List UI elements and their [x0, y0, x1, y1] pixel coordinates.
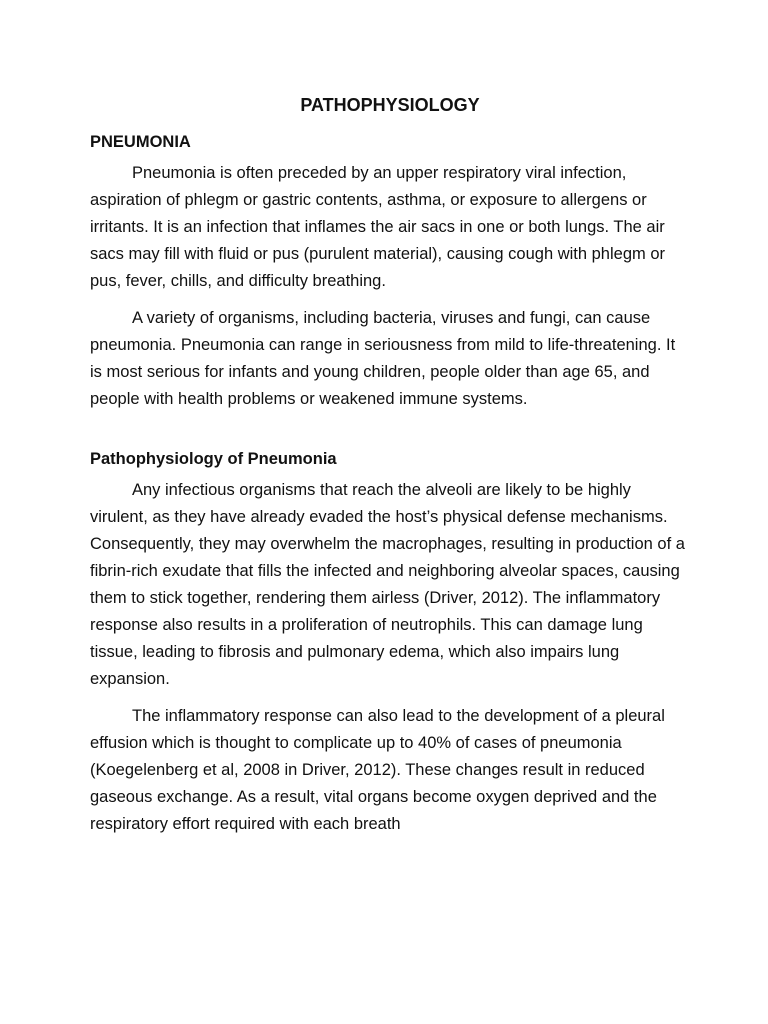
paragraph-pneumonia-1: Pneumonia is often preceded by an upper respiratory viral infection, aspiration of phlegm or gastric contents, asthma, or exposure to allergens or irritants. It is an infection that inflames the air sacs in one or both lungs. The air sacs may fill with fluid or pus (purulent material), causing cough with phlegm or pus, fever, chills, and difficulty breathing.	[90, 164, 666, 290]
paragraph-pathophysiology-1: Any infectious organisms that reach the alveoli are likely to be highly virulent, as they have already evaded the host’s physical defense mechanisms. Consequently, they may overwhelm the macrophages, resulting in production of a fibrin-rich exudate that fills the infected and neighboring alveolar spaces, causing them to stick together, rendering them airless (Driver, 2012). The inflammatory response also results in a proliferation of neutrophils. This can damage lung tissue, leading to fibrosis and pulmonary edema, which also impairs lung expansion.	[90, 481, 685, 688]
document-title: PATHOPHYSIOLOGY	[300, 95, 480, 115]
section-heading-pathophysiology: Pathophysiology of Pneumonia	[90, 450, 337, 468]
paragraph-pneumonia-2: A variety of organisms, including bacteria, viruses and fungi, can cause pneumonia. Pneumonia can range in seriousness from mild to life-threatening. It is most serious for infants and young children, people older than age 65, and people with health problems or weakened immune systems.	[90, 309, 676, 408]
section-heading-pneumonia: PNEUMONIA	[90, 133, 191, 151]
paragraph-pathophysiology-2: The inflammatory response can also lead to the development of a pleural effusion which is thought to complicate up to 40% of cases of pneumonia (Koegelenberg et al, 2008 in Driver, 2012). These changes result in reduced gaseous exchange. As a result, vital organs become oxygen deprived and the respiratory effort required with each breath	[90, 707, 665, 833]
document-body	[90, 92, 690, 848]
section-spacer	[90, 423, 690, 447]
